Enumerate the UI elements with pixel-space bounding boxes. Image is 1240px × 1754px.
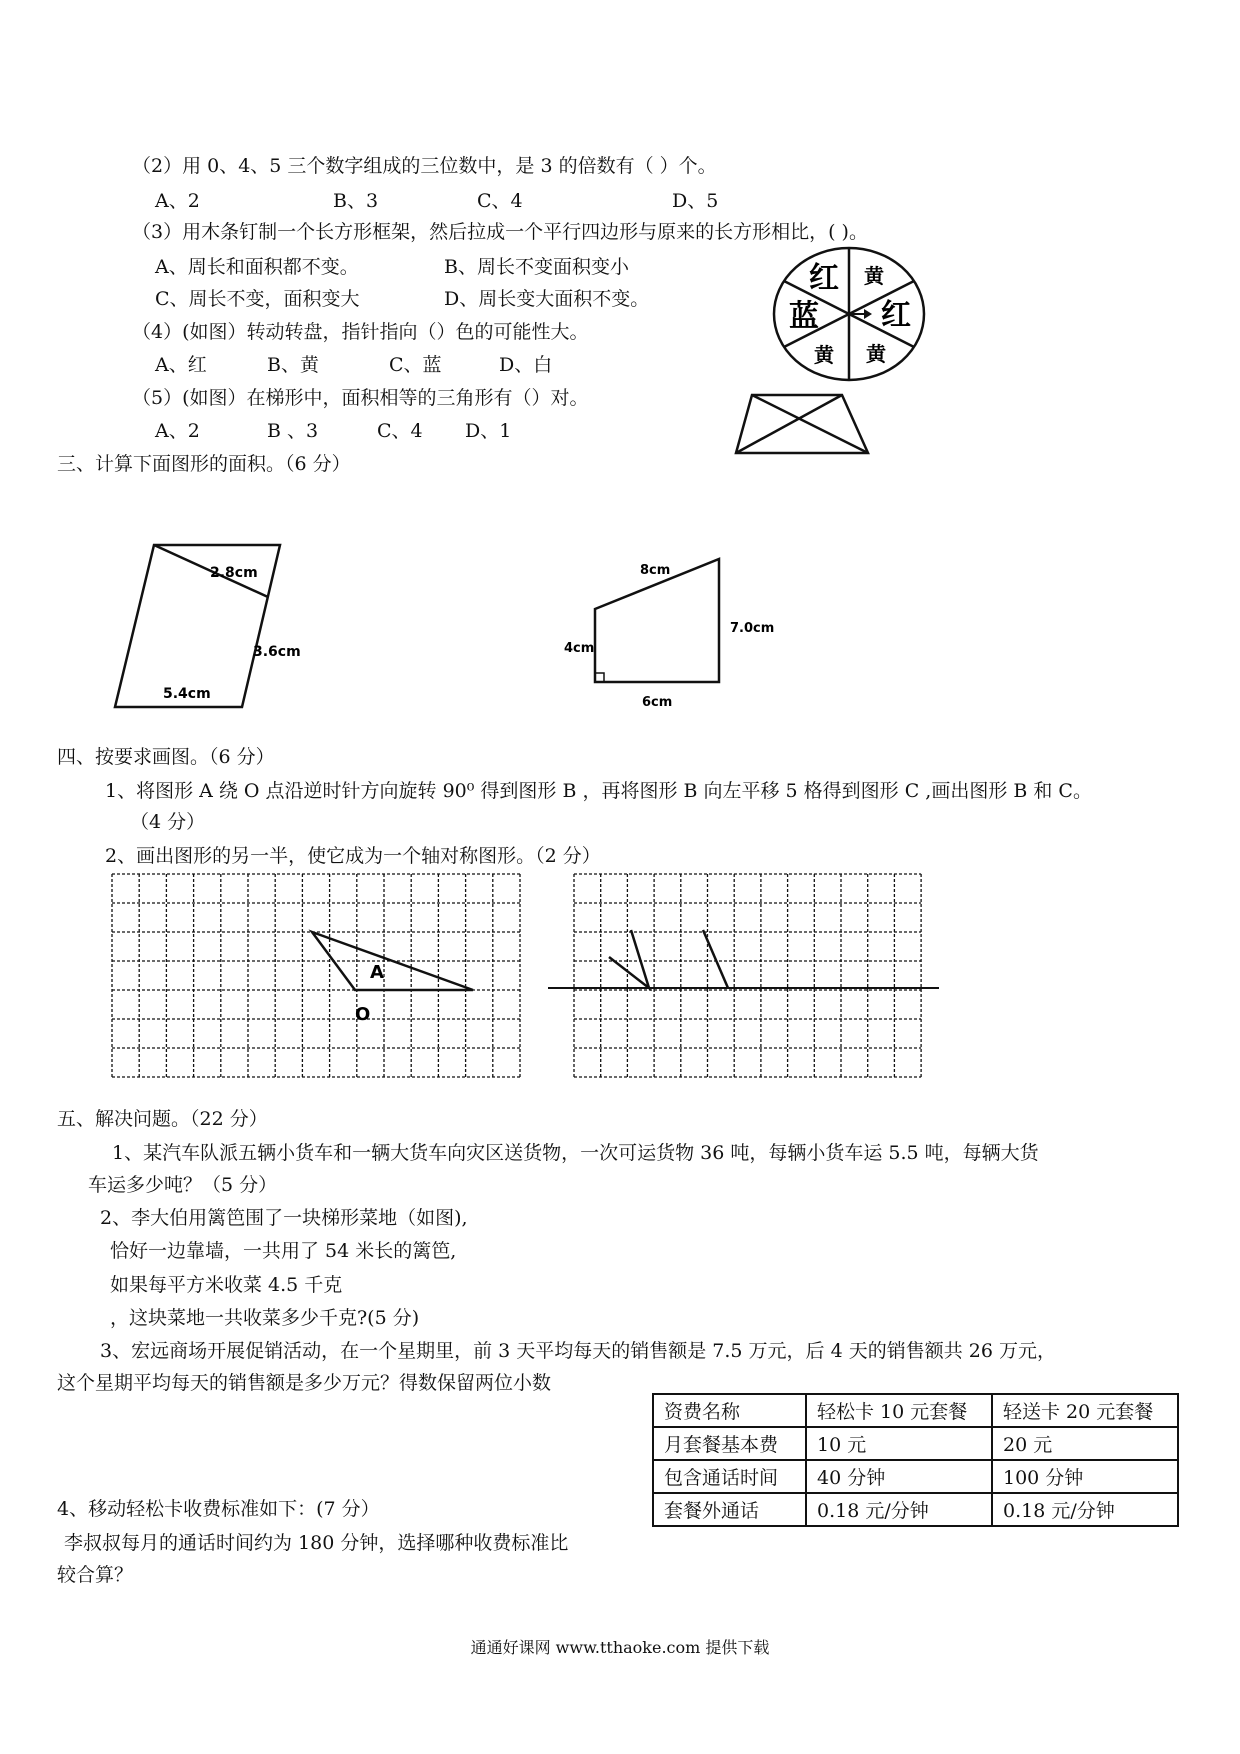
q3-option-b: B、周长不变面积变小: [444, 256, 629, 278]
sector-label: 蓝: [789, 299, 819, 334]
symmetry-grid: [545, 872, 945, 1082]
table-cell: 20 元: [992, 1427, 1178, 1460]
problem-4-line-3: 较合算？: [57, 1564, 134, 1586]
dimension-label: 5.4cm: [163, 686, 211, 702]
q4-option-d: D、白: [499, 354, 553, 376]
parallelogram-figure: [105, 535, 301, 715]
problem-4-line-1: 4、移动轻松卡收费标准如下：(7 分）: [57, 1498, 380, 1520]
question-2: （2）用 0、4、5 三个数字组成的三位数中，是 3 的倍数有（ ）个。: [132, 155, 717, 177]
problem-2-line-2: 恰好一边靠墙，一共用了 54 米长的篱笆,: [110, 1240, 457, 1262]
problem-2-line-3: 如果每平方米收菜 4.5 千克: [110, 1274, 343, 1296]
q2-option-b: B、3: [333, 190, 379, 212]
problem-3-line-2: 这个星期平均每天的销售额是多少万元？得数保留两位小数: [57, 1372, 552, 1394]
section-4-heading: 四、按要求画图。（6 分）: [57, 746, 275, 768]
drawing-task-1-points: （4 分）: [130, 811, 206, 833]
q5-option-a: A、2: [155, 420, 200, 442]
sector-label: 黄: [814, 343, 834, 367]
trapezoid-diagonals-figure: [734, 393, 874, 457]
question-5: （5）(如图）在梯形中，面积相等的三角形有（）对。: [132, 387, 589, 409]
dimension-label: 7.0cm: [730, 621, 775, 636]
problem-4-line-2: 李叔叔每月的通话时间约为 180 分钟，选择哪种收费标准比: [64, 1532, 569, 1554]
q5-option-b: B 、3: [267, 420, 319, 442]
table-header: 轻送卡 20 元套餐: [992, 1394, 1178, 1427]
page-footer: 通通好课网 www.tthaoke.com 提供下载: [470, 1638, 770, 1657]
table-cell: 月套餐基本费: [653, 1427, 806, 1460]
label-a: A: [370, 962, 384, 983]
question-4: （4）(如图）转动转盘，指针指向（）色的可能性大。: [132, 321, 589, 343]
q4-option-a: A、红: [155, 354, 207, 376]
fee-table: [652, 1393, 1179, 1527]
table-cell: 0.18 元/分钟: [806, 1493, 992, 1526]
right-trapezoid-figure: [560, 555, 775, 715]
problem-2-line-1: 2、李大伯用篱笆围了一块梯形菜地（如图),: [100, 1207, 468, 1229]
section-5-heading: 五、解决问题。（22 分）: [57, 1108, 268, 1130]
q3-option-d: D、周长变大面积不变。: [444, 288, 650, 310]
label-o: O: [355, 1004, 371, 1025]
table-cell: 套餐外通话: [653, 1493, 806, 1526]
drawing-task-2: 2、画出图形的另一半，使它成为一个轴对称图形。（2 分）: [105, 845, 601, 867]
table-cell: 包含通话时间: [653, 1460, 806, 1493]
sector-label: 黄: [864, 264, 884, 288]
half-figure: [609, 930, 649, 988]
q2-option-c: C、4: [477, 190, 523, 212]
table-header: 轻松卡 10 元套餐: [806, 1394, 992, 1427]
sector-label: 黄: [866, 342, 886, 366]
q5-option-d: D、1: [465, 420, 512, 442]
problem-2-line-4: ，这块菜地一共收菜多少千克?(5 分): [110, 1307, 420, 1329]
half-figure: [703, 930, 728, 988]
table-row: [653, 1460, 1178, 1493]
table-row: [653, 1493, 1178, 1526]
question-3: （3）用木条钉制一个长方形框架，然后拉成一个平行四边形与原来的长方形相比，( )。: [132, 221, 868, 243]
q3-option-a: A、周长和面积都不变。: [155, 256, 359, 278]
q4-option-b: B、黄: [267, 354, 319, 376]
q5-option-c: C、4: [377, 420, 423, 442]
table-cell: 40 分钟: [806, 1460, 992, 1493]
table-header-row: [653, 1394, 1178, 1427]
q4-option-c: C、蓝: [389, 354, 442, 376]
sector-label: 红: [809, 261, 839, 296]
dimension-label: 3.6cm: [253, 644, 301, 660]
rotation-grid: [110, 872, 520, 1082]
dimension-label: 8cm: [640, 563, 671, 578]
q3-option-c: C、周长不变，面积变大: [155, 288, 360, 310]
table-cell: 10 元: [806, 1427, 992, 1460]
section-3-heading: 三、计算下面图形的面积。（6 分）: [57, 453, 351, 475]
table-header: 资费名称: [653, 1394, 806, 1427]
dimension-label: 2.8cm: [210, 565, 258, 581]
table-cell: 0.18 元/分钟: [992, 1493, 1178, 1526]
problem-3-line-1: 3、宏远商场开展促销活动，在一个星期里，前 3 天平均每天的销售额是 7.5 万元，后 4 天的销售额共 26 万元，: [100, 1340, 1056, 1362]
dimension-label: 4cm: [564, 641, 595, 656]
sector-label: 红: [881, 298, 911, 333]
table-row: [653, 1427, 1178, 1460]
problem-1-line-1: 1、某汽车队派五辆小货车和一辆大货车向灾区送货物，一次可运货物 36 吨，每辆小货车运 5.5 吨，每辆大货: [112, 1142, 1039, 1164]
q2-option-a: A、2: [155, 190, 200, 212]
q2-option-d: D、5: [672, 190, 719, 212]
drawing-task-1: 1、将图形 A 绕 O 点沿逆时针方向旋转 90⁰ 得到图形 B ，再将图形 B 向左平移 5 格得到图形 C ,画出图形 B 和 C。: [105, 780, 1092, 802]
table-cell: 100 分钟: [992, 1460, 1178, 1493]
spinner-figure: [770, 245, 930, 385]
dimension-label: 6cm: [642, 695, 673, 710]
problem-1-line-2: 车运多少吨？（5 分）: [88, 1174, 278, 1196]
